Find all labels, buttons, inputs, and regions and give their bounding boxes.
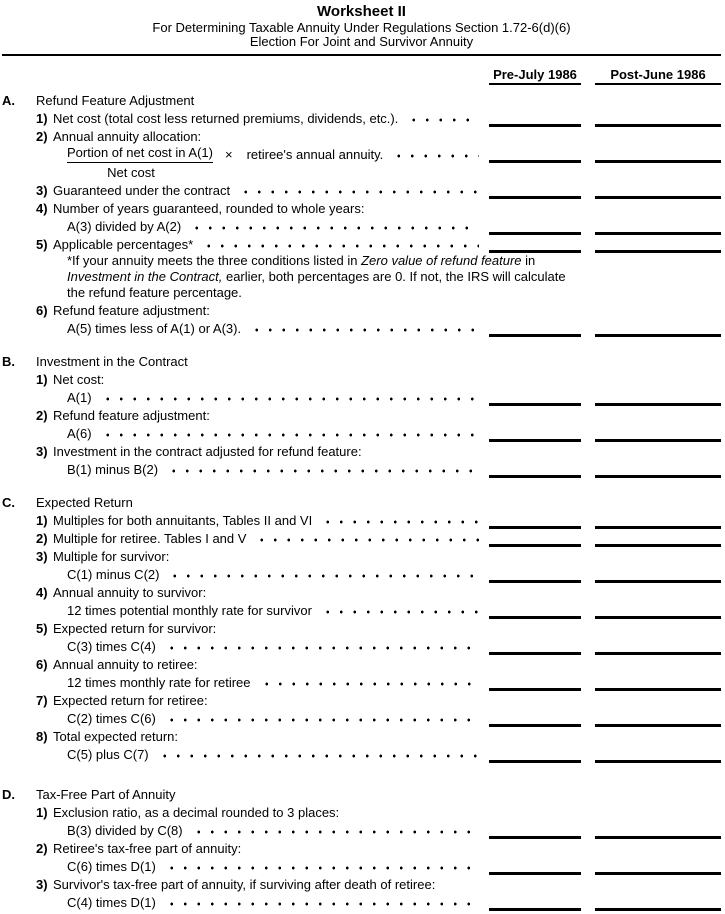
column-header-pre-july-1986: Pre-July 1986 — [489, 67, 581, 85]
entry-line-post-june[interactable] — [595, 240, 721, 253]
entry-line-pre-july[interactable] — [489, 862, 581, 875]
dot-leader — [188, 217, 479, 235]
item-number: 8) — [36, 729, 48, 744]
entry-line-post-june[interactable] — [595, 186, 721, 199]
entry-line-post-june[interactable] — [595, 678, 721, 691]
fraction-numerator: Portion of net cost in A(1) — [67, 144, 213, 163]
item-number: 6) — [36, 657, 48, 672]
line-text: Investment in the contract adjusted for refund feature: — [53, 444, 362, 459]
entry-line-post-june[interactable] — [595, 465, 721, 478]
entry-line-pre-july[interactable] — [489, 150, 581, 163]
page-title: Worksheet II — [317, 3, 406, 20]
item-number: 3) — [36, 183, 48, 198]
worksheet-line — [2, 301, 721, 319]
line-text: C(5) plus C(7) — [67, 747, 149, 762]
section-items — [2, 803, 721, 911]
item-number: 2) — [36, 408, 48, 423]
section-items — [2, 511, 721, 763]
section-letter: C. — [2, 495, 15, 510]
line-text: Multiple for survivor: — [53, 549, 170, 564]
worksheet-section — [2, 785, 721, 911]
line-text: Total expected return: — [53, 729, 179, 744]
entry-line-pre-july[interactable] — [489, 222, 581, 235]
item-number: 3) — [36, 549, 48, 564]
entry-line-pre-july[interactable] — [489, 750, 581, 763]
item-number: 1) — [36, 111, 48, 126]
section-header — [2, 785, 721, 803]
dot-leader — [319, 511, 479, 529]
entry-line-pre-july[interactable] — [489, 324, 581, 337]
line-text: retiree's annual annuity. — [246, 147, 384, 162]
line-text: A(6) — [67, 426, 92, 441]
entry-line-post-june[interactable] — [595, 714, 721, 727]
worksheet-line — [2, 655, 721, 673]
entry-line-post-june[interactable] — [595, 862, 721, 875]
section-title: Tax-Free Part of Annuity — [36, 787, 176, 802]
worksheet-line — [2, 583, 721, 601]
column-headers — [2, 64, 721, 85]
entry-line-pre-july[interactable] — [489, 516, 581, 529]
worksheet-line — [2, 727, 721, 745]
footnote — [67, 253, 584, 301]
worksheet-line — [2, 388, 721, 406]
line-text: Refund feature adjustment: — [53, 303, 210, 318]
worksheet-line — [2, 442, 721, 460]
line-text: Retiree's tax-free part of annuity: — [53, 841, 242, 856]
line-text: Applicable percentages* — [53, 237, 194, 252]
item-number: 5) — [36, 621, 48, 636]
entry-line-post-june[interactable] — [595, 516, 721, 529]
item-number: 1) — [36, 513, 48, 528]
section-header — [2, 91, 721, 109]
item-number: 1) — [36, 372, 48, 387]
line-text: A(1) — [67, 390, 92, 405]
dot-leader — [166, 565, 479, 583]
line-text: 12 times potential monthly rate for survivor — [67, 603, 312, 618]
dot-leader — [163, 637, 479, 655]
line-text: C(6) times D(1) — [67, 859, 156, 874]
line-text: A(5) times less of A(1) or A(3). — [67, 321, 242, 336]
worksheet-line — [2, 235, 721, 253]
line-text: C(3) times C(4) — [67, 639, 156, 654]
entry-line-post-june[interactable] — [595, 393, 721, 406]
section-items — [2, 370, 721, 478]
dot-leader — [237, 181, 479, 199]
item-number: 3) — [36, 444, 48, 459]
section-letter: B. — [2, 354, 15, 369]
entry-line-pre-july[interactable] — [489, 606, 581, 619]
worksheet-line — [2, 803, 721, 821]
entry-line-post-june[interactable] — [595, 642, 721, 655]
footnote-segment: in — [521, 253, 536, 268]
worksheet-line — [2, 637, 721, 655]
item-number: 2) — [36, 531, 48, 546]
entry-line-pre-july[interactable] — [489, 570, 581, 583]
entry-line-post-june[interactable] — [595, 570, 721, 583]
worksheet-line — [2, 181, 721, 199]
line-text: C(1) minus C(2) — [67, 567, 160, 582]
section-header — [2, 493, 721, 511]
section-letter: D. — [2, 787, 15, 802]
line-text: B(3) divided by C(8) — [67, 823, 183, 838]
worksheet-line — [2, 875, 721, 893]
line-text: B(1) minus B(2) — [67, 462, 159, 477]
page-subtitle-election: Election For Joint and Survivor Annuity — [249, 34, 474, 49]
dot-leader — [156, 745, 479, 763]
line-text: Annual annuity allocation: — [53, 129, 202, 144]
column-header-post-june-1986: Post-June 1986 — [595, 67, 721, 85]
worksheet-line — [2, 424, 721, 442]
worksheet-line — [2, 109, 721, 127]
entry-line-post-june[interactable] — [595, 606, 721, 619]
worksheet-line — [2, 460, 721, 478]
worksheet-line — [2, 893, 721, 911]
line-text: Expected return for retiree: — [53, 693, 208, 708]
dot-leader — [405, 109, 479, 127]
entry-line-post-june[interactable] — [595, 222, 721, 235]
worksheet-line — [2, 839, 721, 857]
page-subtitle-regulation: For Determining Taxable Annuity Under Regulations Section 1.72-6(d)(6) — [152, 20, 571, 35]
entry-line-pre-july[interactable] — [489, 714, 581, 727]
entry-line-pre-july[interactable] — [489, 186, 581, 199]
worksheet-line — [2, 709, 721, 727]
line-text: Exclusion ratio, as a decimal rounded to 3 places: — [53, 805, 340, 820]
worksheet-line — [2, 691, 721, 709]
footnote-segment: *If your annuity meets the three conditions listed in — [67, 253, 362, 268]
entry-line-post-june[interactable] — [595, 826, 721, 839]
item-number: 7) — [36, 693, 48, 708]
entry-line-pre-july[interactable] — [489, 678, 581, 691]
fraction-denominator: Net cost — [107, 165, 155, 180]
item-number: 2) — [36, 129, 48, 144]
item-number: 6) — [36, 303, 48, 318]
worksheet-line — [2, 547, 721, 565]
line-text: 12 times monthly rate for retiree — [67, 675, 251, 690]
entry-line-pre-july[interactable] — [489, 826, 581, 839]
worksheet-line — [2, 673, 721, 691]
dot-leader — [165, 460, 479, 478]
item-number: 3) — [36, 877, 48, 892]
line-text: Multiples for both annuitants, Tables II and VI — [53, 513, 313, 528]
section-header — [2, 352, 721, 370]
worksheet-line — [2, 745, 721, 763]
item-number: 2) — [36, 841, 48, 856]
item-number: 1) — [36, 805, 48, 820]
worksheet-line — [2, 217, 721, 235]
item-number: 5) — [36, 237, 48, 252]
worksheet-line — [2, 127, 721, 145]
line-text: Annual annuity to retiree: — [53, 657, 198, 672]
item-number: 4) — [36, 585, 48, 600]
header-divider — [2, 54, 721, 56]
worksheet-line — [2, 511, 721, 529]
line-text: C(4) times D(1) — [67, 895, 156, 910]
entry-line-pre-july[interactable] — [489, 393, 581, 406]
entry-line-pre-july[interactable] — [489, 429, 581, 442]
fraction-denominator-line — [2, 163, 721, 181]
line-text: Net cost (total cost less returned premiums, dividends, etc.). — [53, 111, 399, 126]
section-letter: A. — [2, 93, 15, 108]
fraction-line — [2, 145, 721, 163]
worksheet-line — [2, 821, 721, 839]
entry-line-post-june[interactable] — [595, 114, 721, 127]
line-text: Refund feature adjustment: — [53, 408, 210, 423]
dot-leader — [163, 709, 479, 727]
line-text: C(2) times C(6) — [67, 711, 156, 726]
entry-line-pre-july[interactable] — [489, 114, 581, 127]
section-items — [2, 109, 721, 337]
dot-leader — [99, 388, 479, 406]
worksheet-section — [2, 91, 721, 337]
entry-line-post-june[interactable] — [595, 750, 721, 763]
worksheet-line — [2, 199, 721, 217]
dot-leader — [99, 424, 479, 442]
entry-line-pre-july[interactable] — [489, 240, 581, 253]
entry-line-post-june[interactable] — [595, 898, 721, 911]
dot-leader — [200, 235, 479, 253]
entry-line-post-june[interactable] — [595, 324, 721, 337]
worksheet-line — [2, 370, 721, 388]
footnote-italic-segment: Zero value of refund feature — [361, 253, 522, 268]
entry-line-pre-july[interactable] — [489, 642, 581, 655]
dot-leader — [390, 145, 479, 163]
footnote-segment: earlier, both percentages are 0. If not, the IRS will calculate the refund feature percentage. — [67, 269, 566, 300]
line-text: Guaranteed under the contract — [53, 183, 231, 198]
entry-line-pre-july[interactable] — [489, 898, 581, 911]
line-text: Expected return for survivor: — [53, 621, 217, 636]
entry-line-post-june[interactable] — [595, 534, 721, 547]
worksheet-line — [2, 529, 721, 547]
line-text: Annual annuity to survivor: — [53, 585, 207, 600]
worksheet-line — [2, 319, 721, 337]
section-title: Refund Feature Adjustment — [36, 93, 195, 108]
dot-leader — [190, 821, 479, 839]
multiply-sign: × — [224, 147, 233, 162]
worksheet-section — [2, 352, 721, 478]
dot-leader — [248, 319, 479, 337]
worksheet-section — [2, 493, 721, 763]
worksheet-line — [2, 601, 721, 619]
section-title: Investment in the Contract — [36, 354, 188, 369]
entry-line-pre-july[interactable] — [489, 534, 581, 547]
worksheet-line — [2, 619, 721, 637]
entry-line-post-june[interactable] — [595, 429, 721, 442]
dot-leader — [319, 601, 479, 619]
section-title: Expected Return — [36, 495, 133, 510]
worksheet-line — [2, 406, 721, 424]
entry-line-post-june[interactable] — [595, 150, 721, 163]
line-text: Number of years guaranteed, rounded to whole years: — [53, 201, 365, 216]
dot-leader — [253, 529, 479, 547]
worksheet-line — [2, 565, 721, 583]
worksheet-body — [2, 91, 721, 911]
worksheet-line — [2, 857, 721, 875]
dot-leader — [163, 893, 479, 911]
dot-leader — [163, 857, 479, 875]
dot-leader — [258, 673, 479, 691]
footnote-italic-segment: Investment in the Contract, — [67, 269, 223, 284]
item-number: 4) — [36, 201, 48, 216]
line-text: Survivor's tax-free part of annuity, if surviving after death of retiree: — [53, 877, 436, 892]
entry-line-pre-july[interactable] — [489, 465, 581, 478]
line-text: Net cost: — [53, 372, 105, 387]
line-text: A(3) divided by A(2) — [67, 219, 182, 234]
line-text: Multiple for retiree. Tables I and V — [53, 531, 247, 546]
